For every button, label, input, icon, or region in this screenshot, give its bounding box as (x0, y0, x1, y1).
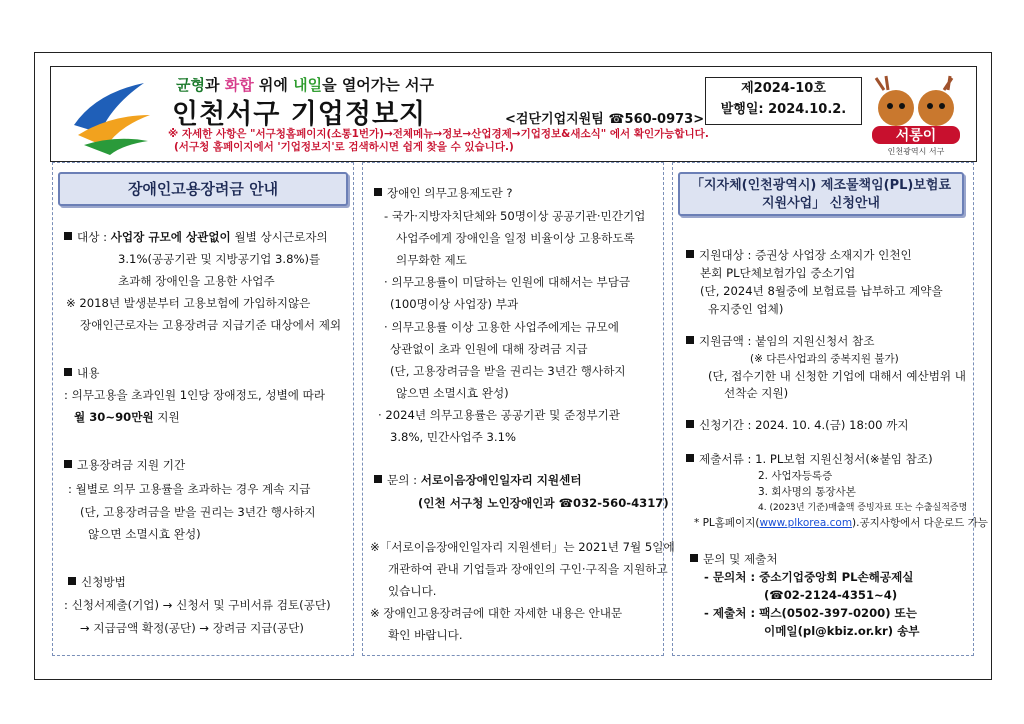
text-line: 상관없이 초과 인원에 대해 장려금 지급 (390, 342, 588, 356)
text-line: ※ 장애인고용장려금에 대한 자세한 내용은 안내문 (370, 606, 623, 620)
text-line: 4. (2023년 기준)매출액 증빙자료 또는 수출실적증명 (758, 503, 968, 513)
text-line: 2. 사업자등록증 (758, 470, 833, 482)
bullet-icon (690, 554, 698, 562)
text-line: · 2024년 의무고용률은 공공기관 및 준정부기관 (378, 408, 621, 422)
text-line: 3. 회사명의 통장사본 (758, 486, 856, 498)
text-line: · 의무고용률이 미달하는 인원에 대해서는 부담금 (384, 275, 631, 289)
text-line: 확인 바랍니다. (388, 628, 463, 642)
section-title-pl-insurance: 「지자체(인천광역시) 제조물책임(PL)보험료 지원사업」 신청안내 (678, 172, 964, 216)
bullet-icon (686, 454, 694, 462)
method-heading: 신청방법 (68, 575, 126, 589)
text-line: (단, 고용장려금을 받을 권리는 3년간 행사하지 (80, 505, 316, 519)
text-line: : 의무고용을 초과인원 1인당 장애정도, 성별에 따라 (64, 388, 326, 402)
text-line: : 월별로 의무 고용률을 초과하는 경우 계속 지급 (68, 482, 311, 496)
text-line: (☎02-2124-4351~4) (764, 588, 898, 602)
text-line: ※ 2018년 발생분부터 고용보험에 가입하지않은 (66, 296, 311, 310)
text-line: 본회 PL단체보험가입 중소기업 (700, 266, 856, 280)
target-line: 대상 : 사업장 규모에 상관없이 월별 상시근로자의 (64, 230, 328, 244)
seogu-logo-icon (66, 75, 158, 157)
homepage-line: * PL홈페이지(www.plkorea.com).공지사항에서 다운로드 가능 (694, 517, 988, 529)
target-line: 지원대상 : 증권상 사업장 소재지가 인천인 (686, 248, 912, 262)
slogan: 균형과 화합 위에 내일을 열어가는 서구 (176, 76, 434, 94)
text-line: (단, 고용장려금을 받을 권리는 3년간 행사하지 (390, 364, 626, 378)
bullet-icon (686, 250, 694, 258)
header-note: ※ 자세한 사항은 "서구청홈페이지(소통1번가)→전체메뉴→정보→산업경제→기업정보&새소식" 에서 확인가능합니다. (서구청 홈페이지에서 '기업정보지'로 검색하시면 쉽게 찾을 수 있습니다.) (168, 128, 709, 153)
text-line: (단, 접수기한 내 신청한 기업에 대해서 예산범위 내 (708, 369, 966, 383)
text-line: 장애인근로자는 고용장려금 지급기준 대상에서 제외 (80, 318, 342, 332)
text-line: (100명이상 사업장) 부과 (390, 297, 519, 311)
text-line: 의무화한 제도 (396, 253, 467, 267)
issue-box: 제2024-10호 발행일: 2024.10.2. (705, 77, 862, 125)
text-line: 이메일(pl@kbiz.or.kr) 송부 (764, 624, 920, 638)
bullet-icon (64, 232, 72, 240)
text-line: 3.1%(공공기관 및 지방공기업 3.8%)를 (118, 252, 321, 266)
text-line: 않으면 소멸시효 완성) (396, 386, 509, 400)
text-line: · 의무고용률 이상 고용한 사업주에게는 규모에 (384, 320, 619, 334)
pl-homepage-link[interactable]: www.plkorea.com (759, 517, 853, 529)
team-contact: <검단기업지원팀 ☎560-0973> (505, 112, 705, 127)
mascot-sub: 인천광역시 서구 (887, 147, 945, 156)
period-line: 신청기간 : 2024. 10. 4.(금) 18:00 까지 (686, 418, 909, 432)
contact-heading: 문의 및 제출처 (690, 552, 778, 566)
text-line: : 신청서제출(기업) → 신청서 및 구비서류 검토(공단) (64, 598, 331, 612)
text-line: 개관하여 관내 기업들과 장애인의 구인·구직을 지원하고 (388, 562, 668, 576)
text-line: 선착순 지원) (724, 386, 789, 400)
bullet-icon (686, 336, 694, 344)
mascot-image (866, 72, 966, 158)
content-heading: 내용 (64, 366, 99, 380)
bullet-icon (64, 368, 72, 376)
text-line: (단, 2024년 8월중에 보험료를 납부하고 계약을 (700, 284, 943, 298)
page-title: 인천서구 기업정보지 (172, 99, 427, 130)
mandatory-heading: 장애인 의무고용제도란 ? (374, 186, 513, 200)
text-line: 않으면 소멸시효 완성) (88, 527, 201, 541)
documents-line: 제출서류 : 1. PL보험 지원신청서(※붙임 참조) (686, 452, 933, 466)
bullet-icon (64, 460, 72, 468)
inquiry-contact: (인천 서구청 노인장애인과 ☎032-560-4317) (418, 496, 669, 510)
text-line: 3.8%, 민간사업주 3.1% (390, 430, 516, 444)
text-line: 월 30~90만원 지원 (74, 410, 180, 424)
section-title-employment-incentive: 장애인고용장려금 안내 (58, 172, 348, 206)
text-line: 사업주에게 장애인을 일정 비율이상 고용하도록 (396, 231, 635, 245)
text-line: 있습니다. (388, 584, 437, 598)
text-line: (※ 다른사업과의 중복지원 불가) (750, 353, 899, 365)
bullet-icon (68, 577, 76, 585)
text-line: - 제출처 : 팩스(0502-397-0200) 또는 (704, 606, 917, 620)
bullet-icon (374, 475, 382, 483)
inquiry-line: 문의 : 서로이음장애인일자리 지원센터 (374, 473, 582, 487)
text-line: - 국가·지방자치단체와 50명이상 공공기관·민간기업 (384, 209, 646, 223)
period-heading: 고용장려금 지원 기간 (64, 458, 185, 472)
text-line: ※「서로이음장애인일자리 지원센터」는 2021년 7월 5일에 (370, 540, 675, 554)
bullet-icon (374, 188, 382, 196)
mascot-name: 서롱이 (895, 128, 937, 144)
text-line: 초과해 장애인을 고용한 사업주 (118, 274, 275, 288)
bullet-icon (686, 420, 694, 428)
text-line: 유지중인 업체) (708, 302, 784, 316)
text-line: - 문의처 : 중소기업중앙회 PL손해공제실 (704, 570, 914, 584)
text-line: → 지급금액 확정(공단) → 장려금 지급(공단) (80, 621, 304, 635)
amount-line: 지원금액 : 붙임의 지원신청서 참조 (686, 334, 874, 348)
